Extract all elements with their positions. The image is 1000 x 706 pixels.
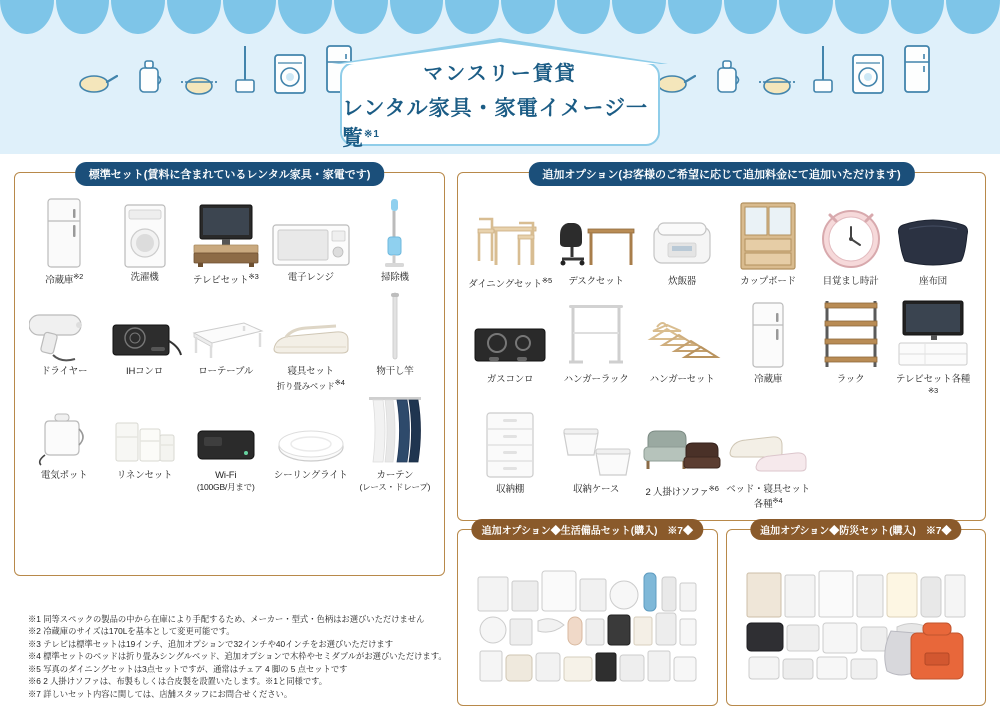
rice-cooker-icon — [640, 197, 724, 273]
bed-futon-variants-icon — [726, 405, 810, 481]
cupboard-icon — [726, 197, 810, 273]
page-title-line1: マンスリー賃貸 — [423, 62, 577, 85]
item-label: ベッド・寝具セット各種$^{※4}$ — [726, 483, 810, 510]
item-microwave — [268, 197, 354, 287]
refrigerator-icon — [726, 295, 810, 371]
footnotes — [28, 613, 448, 700]
item-curtain — [356, 395, 434, 493]
item-label: 収納ケース — [573, 483, 620, 495]
item-alarm-clock — [812, 197, 889, 291]
storage-chest-icon — [468, 405, 552, 481]
awning-decoration — [0, 0, 1000, 34]
option-set-title: 追加オプション(お客様のご希望に応じて追加料金にて追加いただけます) — [528, 162, 914, 186]
living-goods-bundle-title: 追加オプション◆生活備品セット(購入) ※7◆ — [472, 519, 703, 540]
item-refrigerator — [25, 197, 103, 287]
item-linen-set — [105, 395, 183, 493]
washing-machine-icon — [105, 197, 183, 269]
item-desk-set — [554, 197, 638, 291]
footnote-6: ※6 2 人掛けソファは、布製もしくは合皮製を設置いたします。※1と同様です。 — [28, 676, 328, 687]
dining-set-icon — [468, 197, 552, 273]
page-header — [0, 0, 1000, 168]
item-storage-case — [554, 405, 638, 511]
item-label: 炊飯器 — [668, 276, 697, 287]
item-label: 冷蔵庫 — [754, 374, 783, 386]
item-electric-kettle — [25, 395, 103, 493]
item-clothes-pole — [356, 291, 434, 391]
item-label: カーテン (レース・ドレープ) — [359, 470, 431, 493]
frying-pan-icon — [656, 62, 696, 96]
option-set-grid — [466, 193, 977, 511]
option-column — [457, 169, 986, 706]
item-futon-set — [268, 291, 354, 391]
item-label: 2 人掛けソファ$^{※6}$ — [645, 483, 719, 499]
item-storage-chest — [468, 405, 552, 511]
low-table-icon — [186, 291, 266, 363]
alarm-clock-icon — [812, 197, 889, 273]
footnote-4: ※4 標準セットのベッドは折り畳みシングルベッド、追加オプションで木枠やセミダブルがお選びいただけます。 — [28, 651, 447, 662]
kettle-icon — [134, 56, 164, 96]
page-title-note: ※1 — [364, 128, 380, 140]
bundle-row — [457, 526, 986, 706]
standard-set-grid — [23, 193, 436, 493]
item-gas-stove — [468, 295, 552, 401]
pot-icon — [180, 66, 218, 96]
item-low-table — [186, 291, 266, 391]
item-label: 物干し竿 — [376, 366, 414, 378]
item-hanger-set — [640, 295, 724, 401]
hair-dryer-icon — [25, 291, 103, 363]
pot-icon — [758, 66, 796, 96]
vacuum-icon — [234, 44, 256, 96]
item-label: 掃除機 — [380, 272, 409, 283]
item-label: リネンセット — [116, 470, 173, 482]
microwave-icon — [268, 197, 354, 269]
refrigerator-icon — [902, 44, 932, 96]
item-label: 冷蔵庫$^{※2}$ — [45, 272, 84, 287]
living-goods-set-icon — [464, 548, 710, 699]
zabuton-icon — [891, 197, 975, 273]
hanger-set-icon — [640, 295, 724, 371]
footnote-7: ※7 詳しいセット内容に関しては、店舗スタッフにお問合せください。 — [28, 688, 293, 699]
two-seat-sofa-icon — [640, 405, 724, 481]
vacuum-icon — [812, 44, 834, 96]
footnote-3: ※3 テレビは標準セットは19インチ、追加オプションで32インチや40インチをお選びいただけます — [28, 638, 393, 649]
wifi-router-icon — [186, 395, 266, 467]
footnote-5: ※5 写真のダイニングセットは3点セットですが、通常はチェア 4 脚の 5 点セットです — [28, 663, 348, 674]
option-set-panel — [457, 169, 986, 521]
frying-pan-icon — [78, 62, 118, 96]
page-title-line2: レンタル家具・家電イメージ一覧$^{※1}$ — [342, 96, 649, 150]
electric-kettle-icon — [25, 395, 103, 467]
item-label: IHコンロ — [126, 366, 164, 378]
standard-set-panel — [14, 169, 445, 576]
item-bed-futon-variants — [726, 405, 810, 511]
item-label: ローテーブル — [198, 366, 254, 378]
item-label: 電子レンジ — [287, 272, 334, 283]
item-label: 寝具セット 折り畳みベッド$^{※4}$ — [276, 366, 345, 391]
header-icon-cluster-right — [656, 44, 932, 96]
item-label: 電気ポット — [40, 470, 88, 482]
item-label: テレビセット各種$^{※3}$ — [895, 374, 971, 395]
curtain-icon — [356, 395, 434, 467]
living-goods-bundle-panel — [457, 526, 717, 706]
item-tv-set-variants — [891, 295, 975, 401]
item-label: Wi-Fi (100GB/月まで) — [196, 470, 255, 493]
item-label: カップボード — [740, 276, 796, 287]
item-label: ガスコンロ — [486, 374, 534, 386]
item-ceiling-light — [268, 395, 354, 493]
hanger-rack-icon — [554, 295, 638, 371]
gas-stove-icon — [468, 295, 552, 371]
item-zabuton — [891, 197, 975, 291]
kettle-icon — [712, 56, 742, 96]
item-label: テレビセット$^{※3}$ — [192, 272, 259, 287]
item-ih-cooker — [105, 291, 183, 391]
item-label: 収納棚 — [496, 483, 525, 495]
standard-column — [14, 169, 447, 706]
item-refrigerator-option — [726, 295, 810, 401]
item-label: ダイニングセット$^{※5}$ — [468, 276, 552, 291]
item-tv-set — [186, 197, 266, 287]
tv-set-variants-icon — [891, 295, 975, 371]
item-label: 目覚まし時計 — [822, 276, 879, 287]
clothes-pole-icon — [356, 291, 434, 363]
item-label: ハンガーラック — [563, 374, 629, 386]
storage-case-icon — [554, 405, 638, 481]
item-hanger-rack — [554, 295, 638, 401]
ceiling-light-icon — [268, 395, 354, 467]
page-title-badge — [340, 62, 660, 150]
disaster-kit-bundle-panel — [726, 526, 986, 706]
item-vacuum — [356, 197, 434, 287]
item-shelf-rack — [812, 295, 889, 401]
item-hair-dryer — [25, 291, 103, 391]
footnote-1: ※1 同等スペックの製品の中から在庫により手配するため、メーカー・型式・色柄はお選びいただけません — [28, 613, 425, 624]
shelf-rack-icon — [812, 295, 889, 371]
header-icon-cluster-left — [78, 44, 354, 96]
tv-set-icon — [186, 197, 266, 269]
item-label: ドライヤー — [41, 366, 88, 378]
vacuum-icon — [356, 197, 434, 269]
item-wifi-router — [186, 395, 266, 493]
item-label: 洗濯機 — [130, 272, 159, 283]
washing-machine-icon — [272, 52, 308, 96]
refrigerator-icon — [25, 197, 103, 269]
footnote-2: ※2 冷蔵庫のサイズは170Lを基本として変更可能です。 — [28, 626, 235, 637]
item-label: デスクセット — [568, 276, 624, 287]
linen-set-icon — [105, 395, 183, 467]
item-cupboard — [726, 197, 810, 291]
item-rice-cooker — [640, 197, 724, 291]
item-dining-set — [468, 197, 552, 291]
item-washing-machine — [105, 197, 183, 287]
standard-set-title: 標準セット(賃料に含まれているレンタル家具・家電です) — [75, 162, 385, 186]
item-label: シーリングライト — [273, 470, 348, 482]
item-two-seat-sofa — [640, 405, 724, 511]
item-label: ハンガーセット — [649, 374, 715, 386]
disaster-kit-bundle-title: 追加オプション◆防災セット(購入) ※7◆ — [750, 519, 961, 540]
item-label: 座布団 — [919, 276, 947, 287]
ih-cooker-icon — [105, 291, 183, 363]
item-label: ラック — [836, 374, 865, 386]
futon-bed-icon — [268, 291, 354, 363]
disaster-kit-set-icon — [733, 548, 979, 699]
washing-machine-icon — [850, 52, 886, 96]
catalog-body — [0, 168, 1000, 706]
desk-set-icon — [554, 197, 638, 273]
